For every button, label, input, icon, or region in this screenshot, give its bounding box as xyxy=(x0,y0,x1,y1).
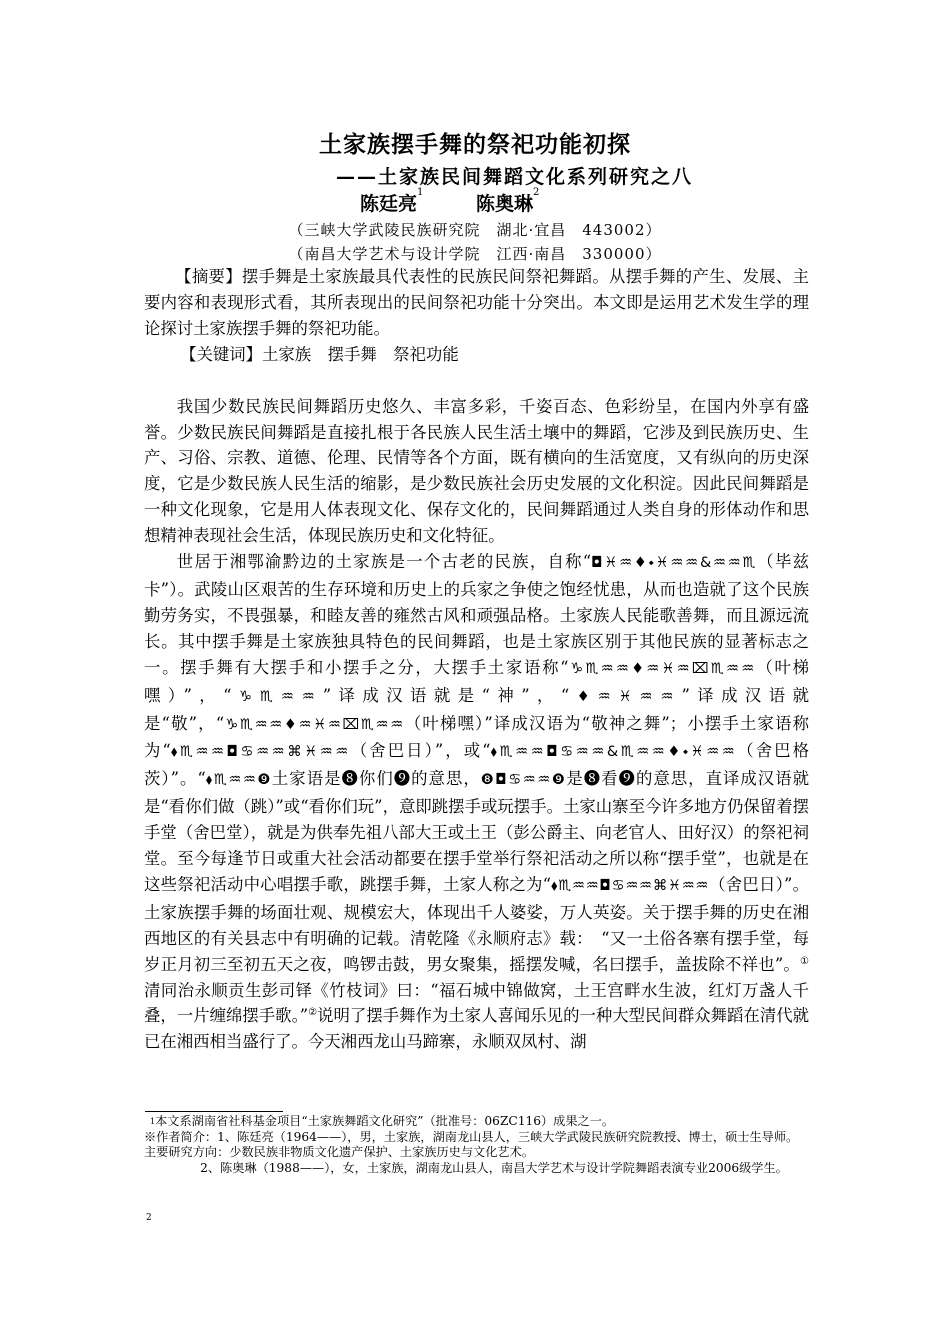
text-run: ”译成汉语就是“神”，“ xyxy=(322,685,570,705)
abstract-label: 【摘要】 xyxy=(175,267,242,286)
author-name: 陈廷亮 xyxy=(360,193,418,215)
keywords xyxy=(144,342,809,368)
citation-mark: ① xyxy=(800,955,809,967)
tujia-glyph-text: ◘♓♒♦⬩♓♒♒&♒♒♏ xyxy=(591,555,758,572)
text-run: 说明了摆手舞作为土家人喜闻乐见的一种大型民间群众舞蹈在清代就已在湘西相当盛行了。今天湘西龙山马蹄寨，永顺双凤村、湖 xyxy=(144,1006,809,1052)
paper-title: 土家族摆手舞的祭祀功能初探 xyxy=(319,132,631,158)
text-run: 清同治永顺贡生彭司铎《竹枝词》曰：“福石城中锦做窝，土王宫畔水生波，红灯万盏人千叠，一片缠绵摆手歌。” xyxy=(144,980,809,1026)
text-run: ”译成汉语就是“敬”，“ xyxy=(144,685,809,733)
author-name: 陈奥琳 xyxy=(476,193,534,215)
abstract xyxy=(144,264,809,342)
tujia-glyph-text: ♑♏♒♒♦♒♓♒⌧♏♒♒ xyxy=(568,660,757,677)
footnote-mark: 1 xyxy=(150,1117,156,1126)
author-footnote-mark: 2 xyxy=(533,187,540,198)
author-line xyxy=(360,189,539,216)
affiliation: （三峡大学武陵民族研究院 湖北·宜昌 443002） xyxy=(288,221,662,239)
paragraph: 我国少数民族民间舞蹈历史悠久、丰富多彩，千姿百态、色彩纷呈，在国内外享有盛誉。少数民族民间舞蹈是直接扎根于各民族人民生活土壤中的舞蹈，它涉及到民族历史、生产、习俗、宗教、道德、伦理、民情等各个方面，既有横向的生活宽度，又有纵向的历史深度，它是少数民族人民生活的缩影，是少数民族社会历史发展的文化积淀。因此民间舞蹈是一种文化现象，它是用人体表现文化、保存文化的，民间舞蹈通过人类自身的形体动作和思想精神表现社会生活，体现民族历史和文化特征。 xyxy=(144,396,809,546)
tujia-glyph-text: ⬧♏♒♒❾ xyxy=(205,772,272,789)
text-run: （叶梯嘿）”译成汉语为“敬神之舞”；小摆手土家语称为“ xyxy=(144,713,810,761)
author-footnote-mark: 1 xyxy=(417,187,424,198)
text-run: （舍巴格茨）”。“ xyxy=(144,741,809,789)
footnote: 2、陈奥琳（1988——），女，土家族，湖南龙山县人，南昌大学艺术与设计学院舞蹈表演专业2006级学生。 xyxy=(200,1160,788,1175)
footnote: ※作者简介：1、陈廷亮（1964——），男，土家族，湖南龙山县人，三峡大学武陵民族研究院教授、博士，硕士生导师。主要研究方向：少数民族非物质文化遗产保护、土家族历史与文化艺术。 xyxy=(144,1129,799,1160)
text-run: 是❽看❾的意思，直译成汉语就是“看你们做（跳）”或“看你们玩”，意即跳摆手或玩摆手。土家山寨至今许多地方仍保留着摆手堂（舍巴堂），就是为供奉先祖八部大王或土王（彭公爵主、向老官人、田好汉）的祭祀祠堂。至今每逢节日或重大社会活动都要在摆手堂举行祭祀活动之所以称“摆手堂”，也就是在这些祭祀活动中心唱摆手歌，跳摆手舞，土家人称之为“ xyxy=(144,769,810,894)
footnote xyxy=(144,1114,809,1130)
text-run: （舍巴日）”，或“ xyxy=(350,741,491,761)
footnote-text: 本文系湖南省社科基金项目“土家族舞蹈文化研究”（批准号：06ZC116）成果之一。 xyxy=(155,1114,615,1128)
tujia-glyph-text: ♦♒♓♒♒ xyxy=(569,688,682,705)
tujia-glyph-text: ⬧♏♒♒◘♋♒♒⌘♓♒♒ xyxy=(551,877,710,894)
paper-subtitle: ——土家族民间舞蹈文化系列研究之八 xyxy=(336,166,694,188)
tujia-glyph-text: ⬧♏♒♒◘♋♒♒&♏♒♒♦⬩♓♒♒ xyxy=(490,744,738,761)
text-run: （舍巴日）”。土家族摆手舞的场面壮观、规模宏大，体现出千人婆娑，万人英姿。关于摆手舞的历史在湘西地区的有关县志中有明确的记载。清乾隆《永顺府志》载： “又一土俗各寨有摆手堂，每岁正月初三至初五天之夜，鸣锣击鼓，男女聚集，摇摆发喊，名曰摆手，盖拔除不祥也”。 xyxy=(144,874,809,974)
text-run: （毕兹卡”）。武陵山区艰苦的生存环境和历史上的兵家之争使之饱经忧患，从而也造就了这个民族勤劳务实，不畏强暴，和睦友善的雍然古风和顽强品格。土家族人民能歌善舞，而且源远流长。其中摆手舞是土家族独具特色的民间舞蹈，也是土家族区别于其他民族的显著标志之一。摆手舞有大摆手和小摆手之分，大摆手土家语称“ xyxy=(144,552,809,677)
text-run: 土家语是❽你们❾的意思， xyxy=(271,769,481,789)
body-text xyxy=(144,264,809,1055)
tujia-glyph-text: ♑♏♒♒♦♒♓♒⌧♏♒♒ xyxy=(224,716,405,733)
tujia-glyph-text: ♑♏♒♒ xyxy=(231,688,323,705)
text-run: （叶梯嘿）”，“ xyxy=(144,657,810,705)
text-run: 世居于湘鄂渝黔边的土家族是一个古老的民族，自称“ xyxy=(176,552,592,572)
citation-mark: ② xyxy=(308,1007,318,1019)
tujia-glyph-text: ❽◘♋♒♒❾ xyxy=(480,772,567,789)
paragraph xyxy=(144,549,809,1055)
page-number: 2 xyxy=(146,1213,152,1223)
footnotes xyxy=(144,1114,809,1176)
tujia-glyph-text: ⬧♏♒♒◘♋♒♒⌘♓♒♒ xyxy=(170,744,351,761)
abstract-text: 摆手舞是土家族最具代表性的民族民间祭祀舞蹈。从摆手舞的产生、发展、主要内容和表现形式看，其所表现出的民间祭祀功能十分突出。本文即是运用艺术发生学的理论探讨土家族摆手舞的祭祀功能。 xyxy=(144,267,810,338)
keywords-label: 【关键词】 xyxy=(180,344,263,364)
footnote-separator xyxy=(145,1111,283,1112)
keywords-text: 土家族 摆手舞 祭祀功能 xyxy=(262,344,459,364)
paragraph-gap xyxy=(144,368,809,394)
affiliation: （南昌大学艺术与设计学院 江西·南昌 330000） xyxy=(288,245,662,263)
